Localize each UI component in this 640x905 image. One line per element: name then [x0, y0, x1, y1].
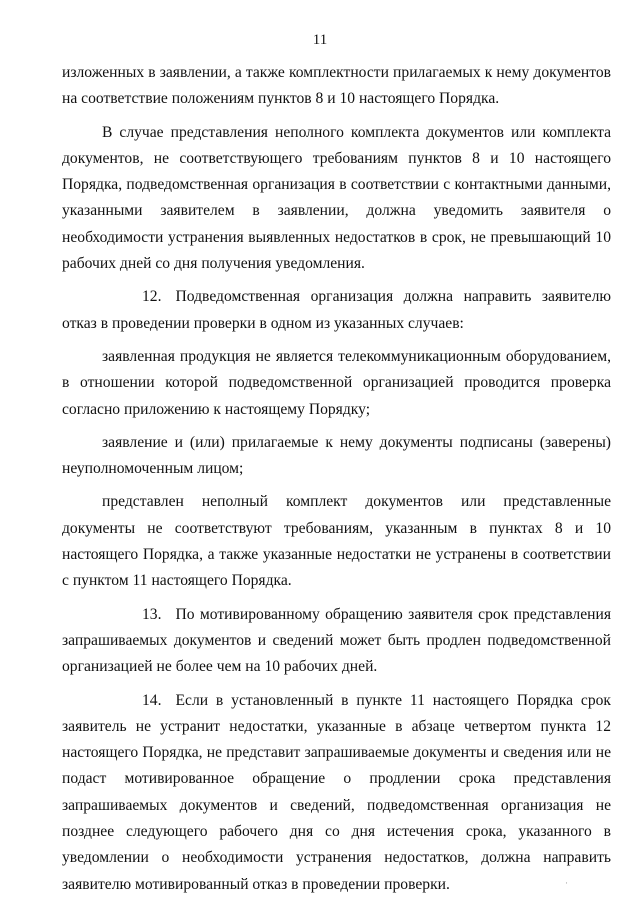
clause-number: 12.: [142, 288, 162, 306]
paragraph-text: В случае представления неполного комплекта документов или комплекта документов, не соответствующего требованиям пунктов 8 и 10 настоящего Порядка, подведомственная организация в соответствии с контактными данными, указанными заявителем в заявлении, должна уведомить заявителя о необходимости устранения выявленных недостатков в срок, не превышающий 10 рабочих дней со дня получения уведомления.: [62, 123, 611, 273]
paragraph-text: представлен неполный комплект документов или представленные документы не соответствуют требованиям, указанным в пунктах 8 и 10 настоящего Порядка, а также указанные недостатки не устранены в соответствии с пунктом 11 настоящего Порядка.: [62, 493, 611, 590]
paragraph-text: Если в установленный в пункте 11 настоящего Порядка срок заявитель не устранит недостатки, указанные в абзаце четвертом пункта 12 настоящего Порядка, не представит запрашиваемые документы и сведения или не подаст мотивированное обращение о продлении срока представления запрашиваемых документов и сведений, подведомственная организация не позднее следующего рабочего дня со дня истечения срока, указанного в уведомлении о необходимости устранения недостатков, должна направить заявителю мотивированный отказ в проведении проверки.: [62, 691, 611, 893]
paragraph-text: По мотивированному обращению заявителя срок представления запрашиваемых документов и сведений может быть продлен подведомственной организацией не более чем на 10 рабочих дней.: [62, 605, 611, 676]
clause-13: [62, 602, 611, 681]
clause-12-case-2: [62, 430, 611, 483]
clause-number: 14.: [142, 691, 162, 709]
document-body: [62, 60, 611, 898]
paragraph-text: заявление и (или) прилагаемые к нему документы подписаны (заверены) неуполномоченным лицом;: [62, 433, 611, 478]
paragraph-continuation: [62, 60, 611, 113]
paragraph-incomplete-set: [62, 120, 611, 278]
paragraph-text: Подведомственная организация должна направить заявителю отказ в проведении проверки в одном из указанных случаев:: [62, 288, 611, 332]
clause-12: [62, 284, 611, 337]
paragraph-text: заявленная продукция не является телекоммуникационным оборудованием, в отношении которой подведомственной организацией проводится проверка согласно приложению к настоящему Порядку;: [62, 347, 611, 418]
clause-14: [62, 688, 611, 898]
clause-number: 13.: [142, 605, 162, 623]
paragraph-text: изложенных в заявлении, а также комплектности прилагаемых к нему документов на соответствие положениям пунктов 8 и 10 настоящего Порядка.: [62, 64, 611, 108]
clause-12-case-1: [62, 344, 611, 423]
clause-12-case-3: [62, 489, 611, 594]
page-number: 11: [312, 32, 328, 48]
scan-speck: ·: [565, 878, 568, 888]
